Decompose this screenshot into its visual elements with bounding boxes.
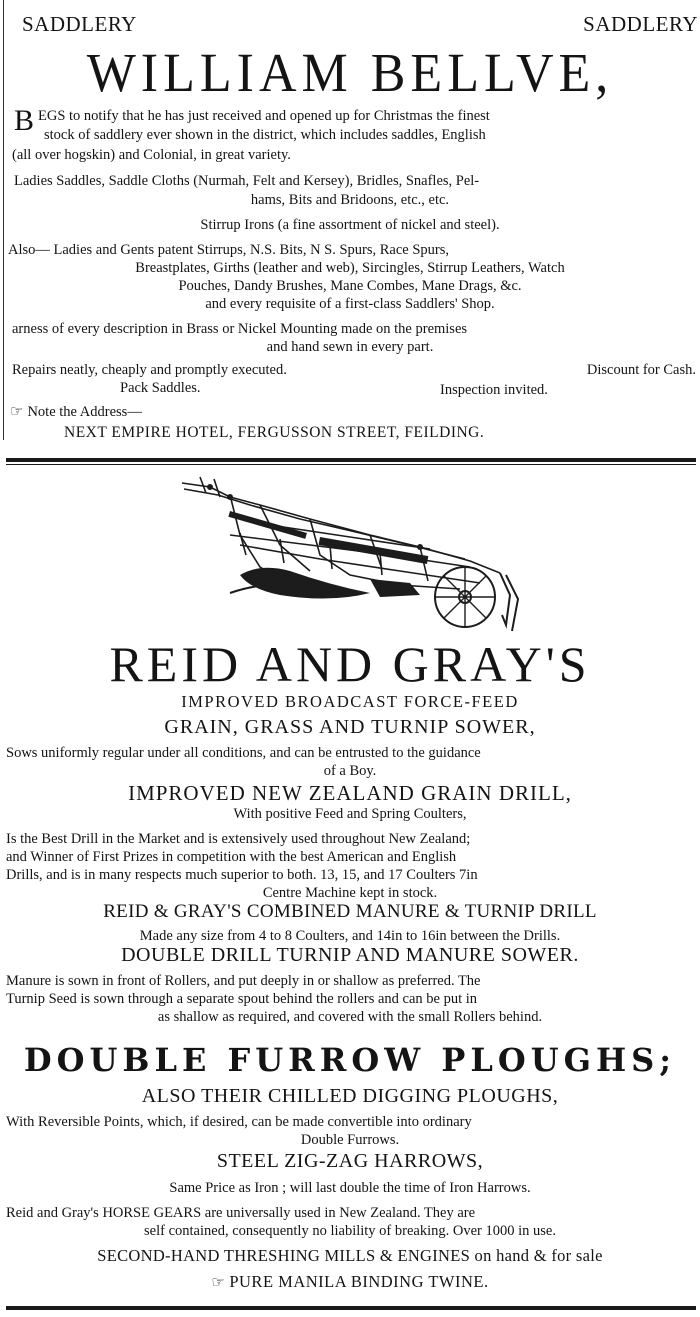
note-line	[10, 402, 410, 421]
manure-line-1: Manure is sown in front of Rollers, and put deeply in or shallow as preferred. The	[6, 973, 481, 989]
gears-line-2: self contained, consequently no liability of breaking. Over 1000 in use.	[144, 1223, 556, 1239]
harrows-title: STEEL ZIG-ZAG HARROWS,	[216, 1150, 484, 1172]
manure-line-3: as shallow as required, and covered with the small Rollers behind.	[157, 1009, 543, 1025]
header-right: SADDLERY	[583, 12, 698, 36]
divider-rule-1b	[6, 464, 696, 465]
double-drill-title: DOUBLE DRILL TURNIP AND MANURE SOWER.	[121, 944, 579, 966]
intro-line-2: stock of saddlery ever shown in the district, which includes saddles, English	[44, 127, 486, 143]
plough-drill-engraving-image	[170, 475, 530, 635]
merchant-name: WILLIAM BELLVE,	[86, 43, 614, 104]
intro-text-1: EGS to notify that he has just received and opened up for Christmas the finest	[38, 108, 490, 124]
gears-line-1: Reid and Gray's HORSE GEARS are universally used in New Zealand. They are	[6, 1205, 476, 1221]
sows-line-2: of a Boy.	[323, 763, 377, 779]
pointing-hand-icon-2: ☞	[211, 1275, 226, 1291]
reversible-line-2: Double Furrows.	[300, 1132, 400, 1148]
broadcast-subtitle: IMPROVED BROADCAST FORCE-FEED	[181, 692, 519, 711]
made-line: Made any size from 4 to 8 Coulters, and 14in to 16in between the Drills.	[139, 928, 561, 944]
pack-saddles-text: Pack Saddles.	[120, 380, 201, 396]
double-furrow-ploughs-title: DOUBLE FURROW PLOUGHS;	[23, 1041, 677, 1079]
also-line-3: Pouches, Dandy Brushes, Mane Combes, Mane Drags, &c.	[178, 278, 522, 294]
grain-drill-subtitle: With positive Feed and Spring Coulters,	[233, 806, 467, 822]
note-text: Note the Address—	[27, 404, 142, 420]
same-price-line: Same Price as Iron ; will last double the time of Iron Harrows.	[169, 1180, 531, 1196]
second-hand-line: SECOND-HAND THRESHING MILLS & ENGINES on hand & for sale	[97, 1246, 603, 1265]
best-line-4: Centre Machine kept in stock.	[262, 885, 438, 901]
chilled-ploughs-title: ALSO THEIR CHILLED DIGGING PLOUGHS,	[141, 1085, 559, 1107]
stirrup-line: Stirrup Irons (a fine assortment of nickel and steel).	[200, 217, 500, 233]
harness-line-1: arness of every description in Brass or Nickel Mounting made on the premises	[12, 321, 468, 337]
combined-drill-title: REID & GRAY'S COMBINED MANURE & TURNIP DRILL	[103, 901, 597, 922]
header-left: SADDLERY	[22, 12, 137, 36]
twine-text: PURE MANILA BINDING TWINE.	[229, 1272, 489, 1291]
reversible-line-1: With Reversible Points, which, if desired, can be made convertible into ordinary	[6, 1114, 472, 1130]
ladies-line-1: Ladies Saddles, Saddle Cloths (Nurmah, Felt and Kersey), Bridles, Snafles, Pel-	[14, 173, 480, 189]
also-line-1: Also— Ladies and Gents patent Stirrups, N.S. Bits, N S. Spurs, Race Spurs,	[8, 242, 450, 258]
grain-sower-title: GRAIN, GRASS AND TURNIP SOWER,	[164, 716, 536, 738]
also-line-4: and every requisite of a first-class Saddlers' Shop.	[205, 296, 495, 312]
intro-line-3: (all over hogskin) and Colonial, in great variety.	[12, 147, 291, 163]
manure-line-2: Turnip Seed is sown through a separate spout behind the rollers and can be put in	[6, 991, 478, 1007]
harness-line-2: and hand sewn in every part.	[266, 339, 434, 355]
best-line-2: and Winner of First Prizes in competition with the best American and English	[6, 849, 457, 865]
divider-rule-1	[6, 458, 696, 462]
divider-rule-bottom	[6, 1306, 696, 1310]
sows-line-1: Sows uniformly regular under all conditions, and can be entrusted to the guidance	[6, 745, 481, 761]
grain-drill-title: IMPROVED NEW ZEALAND GRAIN DRILL,	[128, 781, 572, 805]
drop-cap: B	[14, 104, 35, 137]
best-line-3: Drills, and is in many respects much superior to both. 13, 15, and 17 Coulters 7in	[6, 867, 478, 883]
pointing-hand-icon: ☞	[10, 404, 24, 420]
ladies-line-2: hams, Bits and Bridoons, etc., etc.	[250, 192, 450, 208]
reid-gray-title: REID AND GRAY'S	[109, 636, 591, 692]
address-text: NEXT EMPIRE HOTEL, FERGUSSON STREET, FEILDING.	[64, 424, 485, 441]
best-line-1: Is the Best Drill in the Market and is extensively used throughout New Zealand;	[6, 831, 471, 847]
discount-text: Discount for Cash.	[586, 362, 696, 378]
repairs-text: Repairs neatly, cheaply and promptly executed.	[12, 362, 287, 378]
also-line-2: Breastplates, Girths (leather and web), Sircingles, Stirrup Leathers, Watch	[135, 260, 565, 276]
inspection-text: Inspection invited.	[440, 382, 548, 398]
twine-line	[0, 1272, 700, 1292]
